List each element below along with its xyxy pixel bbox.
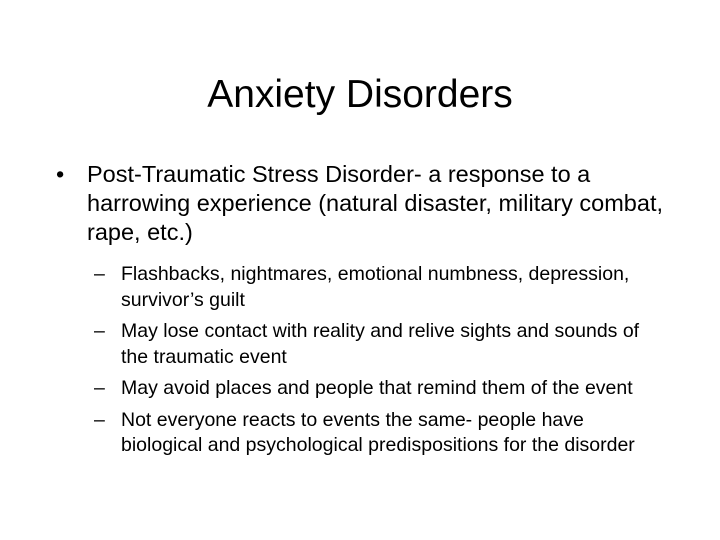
sub-bullet-item (94, 262, 664, 313)
dash-marker: – (94, 263, 105, 285)
dash-marker: – (94, 377, 105, 399)
sub-bullet-item (94, 319, 664, 370)
sub-bullet-text: Not everyone reacts to events the same- people have biological and psychological predispositions for the disorder (121, 408, 635, 456)
sub-bullet-item (94, 376, 664, 402)
main-bullet-text: Post-Traumatic Stress Disorder- a response to a harrowing experience (natural disaster, military combat, rape, etc.) (87, 161, 664, 245)
sub-bullet-text: May avoid places and people that remind them of the event (121, 377, 633, 399)
dash-marker: – (94, 408, 105, 431)
sub-bullet-text: Flashbacks, nightmares, emotional numbness, depression, survivor’s guilt (121, 263, 630, 311)
main-bullet (56, 160, 696, 247)
bullet-marker: • (56, 161, 65, 187)
sub-bullet-list (94, 262, 664, 465)
sub-bullet-item (94, 408, 664, 459)
slide-title: Anxiety Disorders (207, 73, 513, 116)
sub-bullet-text: May lose contact with reality and relive sights and sounds of the traumatic event (121, 320, 640, 368)
dash-marker: – (94, 320, 105, 342)
